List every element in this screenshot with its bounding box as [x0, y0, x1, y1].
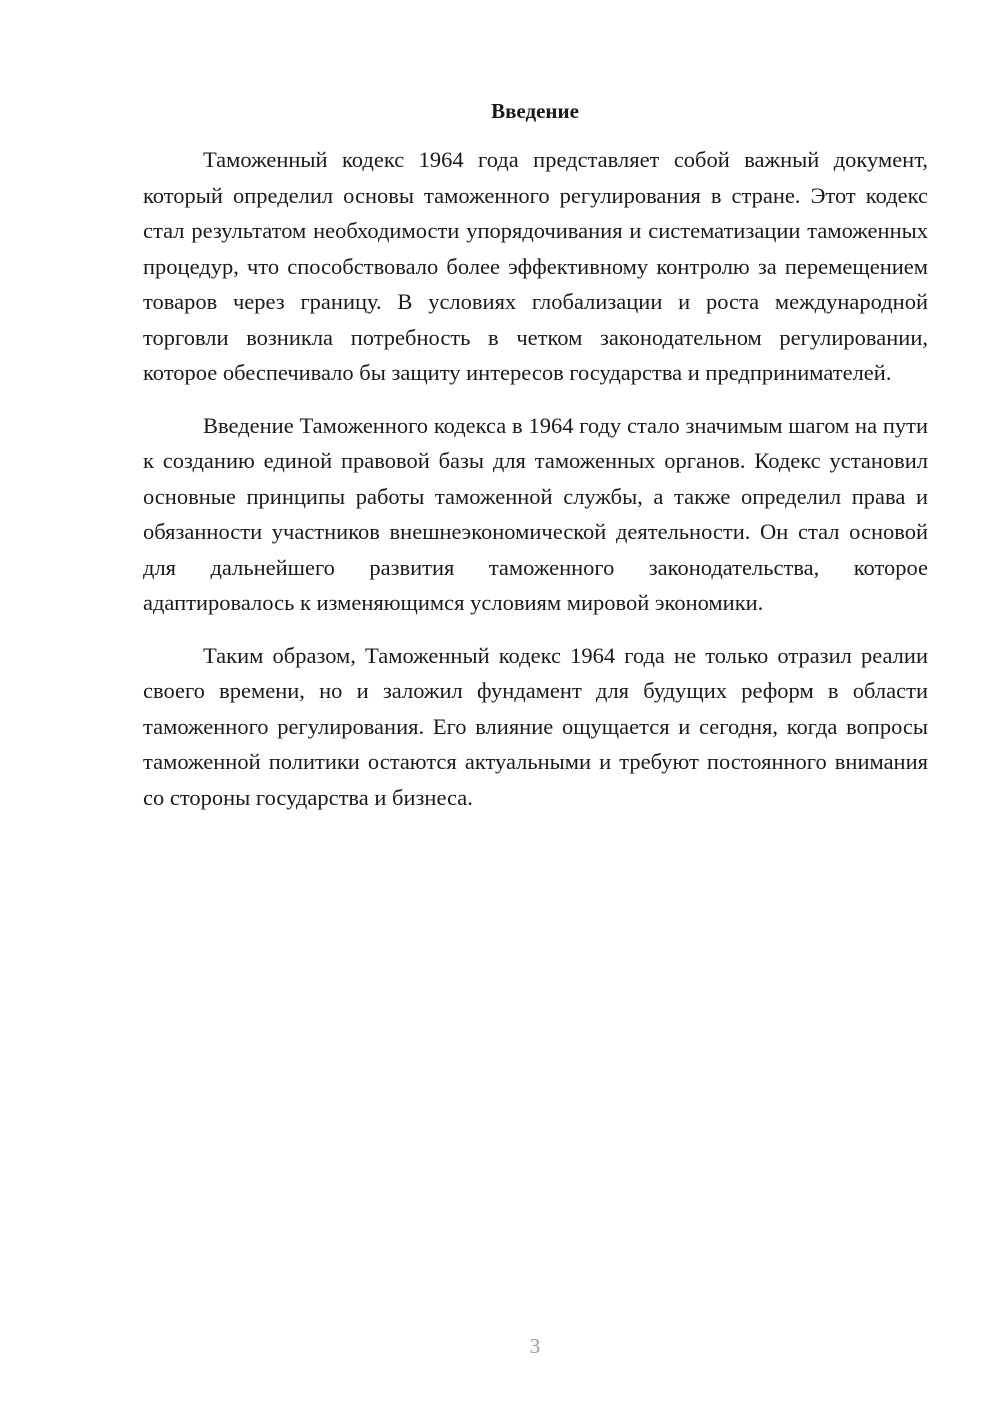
paragraph-1: Таможенный кодекс 1964 года представляет собой важный документ, который определил основы таможенного регулирования в стране. Этот кодекс стал результатом необходимости упорядочивания и систематизации таможенных процедур, что способствовало более эффективному контролю за перемещением товаров через границу. В условиях глобализации и роста международной торговли возникла потребность в четком законодательном регулировании, которое обеспечивало бы защиту интересов государства и предпринимателей. — [143, 147, 928, 385]
body-text — [143, 142, 928, 815]
paragraph-2: Введение Таможенного кодекса в 1964 году стало значимым шагом на пути к созданию единой правовой базы для таможенных органов. Кодекс установил основные принципы работы таможенной службы, а также определил права и обязанности участников внешнеэкономической деятельности. Он стал основой для дальнейшего развития таможенного законодательства, которое адаптировалось к изменяющимся условиям мировой экономики. — [143, 412, 928, 615]
page-number: 3 — [529, 1334, 541, 1358]
paragraph-3: Таким образом, Таможенный кодекс 1964 года не только отразил реалии своего времени, но и заложил фундамент для будущих реформ в области таможенного регулирования. Его влияние ощущается и сегодня, когда вопросы таможенной политики остаются актуальными и требуют постоянного внимания со стороны государства и бизнеса. — [143, 642, 928, 810]
section-heading: Введение — [491, 99, 579, 123]
